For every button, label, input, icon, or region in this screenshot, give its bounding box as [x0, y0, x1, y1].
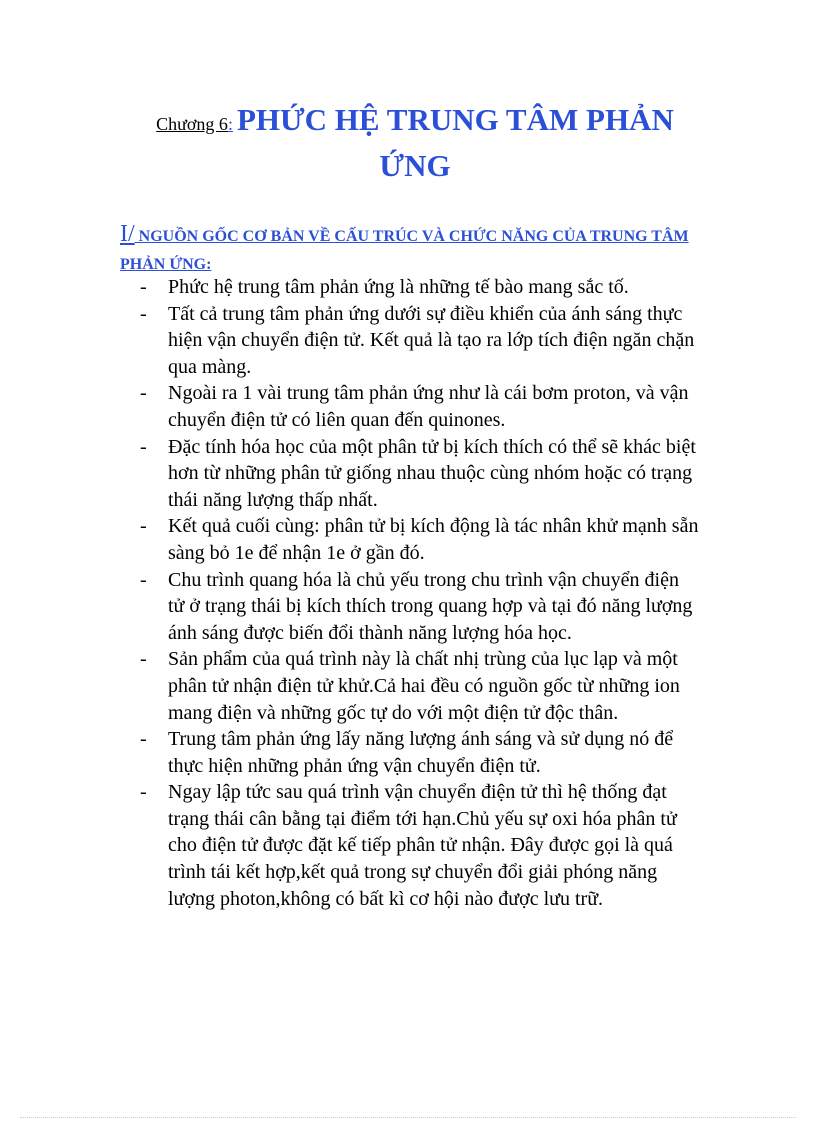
bullet-dash: -	[140, 515, 147, 538]
bullet-dash: -	[140, 382, 147, 405]
section-heading-text: NGUỒN GỐC CƠ BẢN VỀ CẤU TRÚC VÀ CHỨC NĂNG CỦA TRUNG TÂM PHẢN ỨNG:	[120, 228, 689, 273]
chapter-label: Chương 6	[156, 114, 228, 134]
bullet-list	[140, 274, 700, 912]
bullet-text: Sản phẩm của quá trình này là chất nhị trùng của lục lạp và một phân tử nhận điện tử khử.Cả hai đều có nguồn gốc từ những ion mang điện và những gốc tự do với một điện tử độc thân.	[168, 648, 680, 724]
section-heading	[120, 220, 720, 279]
bullet-text: Kết quả cuối cùng: phân tử bị kích động là tác nhân khử mạnh sẵn sàng bỏ 1e để nhận 1e ở gần đó.	[168, 515, 699, 564]
bullet-item	[140, 434, 700, 514]
bullet-item	[140, 726, 700, 779]
bullet-dash: -	[140, 648, 147, 671]
bullet-text: Tất cả trung tâm phản ứng dưới sự điều khiển của ánh sáng thực hiện vận chuyển điện tử. Kết quả là tạo ra lớp tích điện ngăn chặn qua màng.	[168, 302, 695, 378]
bullet-item	[140, 567, 700, 647]
bullet-text: Phức hệ trung tâm phản ứng là những tế bào mang sắc tố.	[168, 276, 629, 298]
chapter-colon: :	[227, 114, 233, 134]
bullet-dash: -	[140, 728, 147, 751]
bullet-dash: -	[140, 302, 147, 325]
chapter-title	[120, 100, 710, 192]
bullet-dash: -	[140, 435, 147, 458]
bullet-item	[140, 513, 700, 566]
bullet-text: Đặc tính hóa học của một phân tử bị kích thích có thể sẽ khác biệt hơn từ những phân tử giống nhau thuộc cùng nhóm hoặc có trạng thái năng lượng thấp nhất.	[168, 435, 696, 511]
bullet-item	[140, 779, 700, 912]
bullet-text: Trung tâm phản ứng lấy năng lượng ánh sáng và sử dụng nó để thực hiện những phản ứng vận chuyển điện tử.	[168, 728, 674, 777]
section-number: I/	[120, 221, 135, 247]
bullet-text: Chu trình quang hóa là chủ yếu trong chu trình vận chuyển điện tử ở trạng thái bị kích thích trong quang hợp và tại đó năng lượng ánh sáng được biến đổi thành năng lượng hóa học.	[168, 568, 693, 644]
bullet-dash: -	[140, 276, 147, 298]
bullet-dash: -	[140, 781, 147, 804]
bullet-text: Ngoài ra 1 vài trung tâm phản ứng như là cái bơm proton, và vận chuyển điện tử có liên quan đến quinones.	[168, 382, 689, 431]
page-bottom-divider	[20, 1117, 796, 1118]
bullet-text: Ngay lập tức sau quá trình vận chuyển điện tử thì hệ thống đạt trạng thái cân bằng tại điểm tới hạn.Chủ yếu sự oxi hóa phân tử cho điện tử được đặt kế tiếp phân tử nhận. Đây được gọi là quá trình tái kết hợp,kết quả trong sự chuyển đổi giải phóng năng lượng photon,không có bất kì cơ hội nào được lưu trữ.	[168, 781, 677, 910]
bullet-item	[140, 274, 700, 301]
bullet-item	[140, 646, 700, 726]
bullet-item	[140, 301, 700, 381]
bullet-item	[140, 380, 700, 433]
chapter-heading: PHỨC HỆ TRUNG TÂM PHẢN ỨNG	[236, 102, 674, 183]
bullet-dash: -	[140, 568, 147, 591]
